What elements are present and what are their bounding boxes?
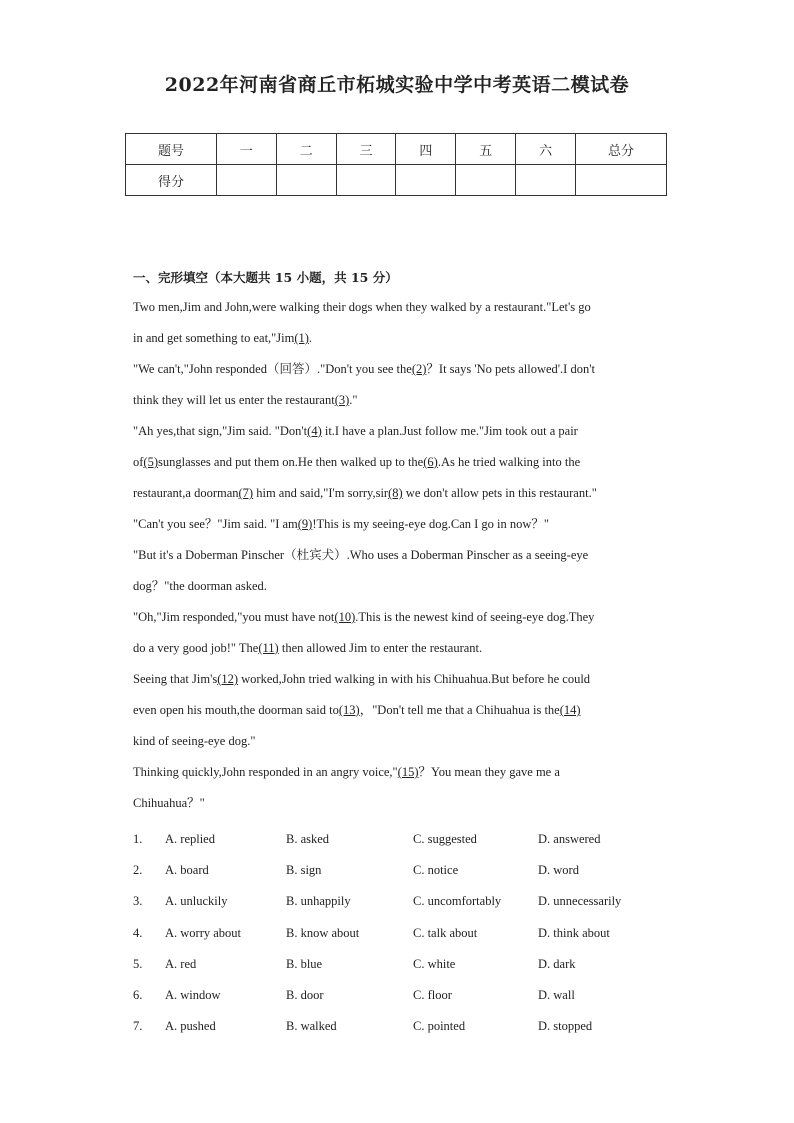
- score-table-header-cell: 三: [336, 134, 396, 165]
- score-table-row-label: 得分: [126, 165, 217, 196]
- passage-line: [133, 483, 663, 514]
- question-row: [133, 985, 693, 1016]
- blank-marker: (13): [338, 703, 360, 717]
- passage-text: ？It says 'No pets allowed'.I don't: [426, 362, 595, 376]
- option-d: D. word: [538, 863, 579, 878]
- score-cell: [217, 165, 277, 196]
- passage-line: [133, 576, 663, 607]
- option-a: A. window: [165, 987, 221, 1002]
- cloze-passage: [133, 297, 663, 824]
- score-cell: [516, 165, 576, 196]
- score-cell: [576, 165, 667, 196]
- passage-line: [133, 545, 663, 576]
- passage-text: do a very good job!" The: [133, 641, 259, 655]
- option-c: C. talk about: [413, 925, 478, 940]
- blank-marker: (15): [397, 765, 419, 779]
- passage-line: [133, 421, 663, 452]
- option-d: D. answered: [538, 832, 601, 846]
- option-a: A. worry about: [165, 925, 242, 940]
- option-a: A. board: [165, 863, 209, 878]
- passage-line: [133, 359, 663, 390]
- score-table-score-row: [126, 165, 667, 196]
- passage-text: it.I have a plan.Just follow me."Jim took out a pair: [321, 424, 578, 438]
- passage-line: [133, 452, 663, 483]
- blank-marker: (3): [334, 393, 350, 407]
- passage-text: in and get something to eat,"Jim: [133, 331, 295, 345]
- passage-line: [133, 328, 663, 359]
- option-d: D. dark: [538, 956, 576, 971]
- passage-text: worked,John tried walking in with his Chihuahua.But before he could: [238, 672, 591, 686]
- blank-marker: (2): [411, 362, 427, 376]
- score-table-header-cell: 总分: [576, 134, 667, 165]
- option-d: D. stopped: [538, 1019, 593, 1034]
- option-c: C. suggested: [413, 832, 477, 846]
- passage-line: [133, 669, 663, 700]
- option-b: B. door: [286, 987, 324, 1002]
- passage-text: "We can't,"John responded（回答）."Don't you see the: [133, 362, 412, 376]
- option-c: C. floor: [413, 987, 452, 1002]
- option-c: C. pointed: [413, 1019, 466, 1034]
- passage-line: [133, 762, 663, 793]
- passage-line: [133, 700, 663, 731]
- blank-marker: (6): [423, 455, 438, 469]
- question-number: 5.: [133, 956, 143, 971]
- passage-text: .: [308, 331, 313, 345]
- passage-text: dog？"the doorman asked.: [133, 579, 267, 593]
- option-d: D. unnecessarily: [538, 894, 622, 909]
- blank-marker: (10): [334, 610, 356, 624]
- question-row: [133, 829, 693, 860]
- passage-text: him and said,"I'm sorry,sir: [253, 486, 389, 500]
- passage-text: ，"Don't tell me that a Chihuahua is the: [359, 703, 560, 717]
- question-number: 2.: [133, 863, 143, 878]
- passage-text: .This is the newest kind of seeing-eye dog.They: [355, 610, 595, 624]
- passage-text: .": [349, 393, 358, 407]
- passage-text: Thinking quickly,John responded in an angry voice,": [133, 765, 398, 779]
- option-d: D. wall: [538, 987, 575, 1002]
- passage-text: sunglasses and put them on.He then walked up to the: [158, 455, 424, 469]
- option-c: C. white: [413, 956, 456, 971]
- option-b: B. sign: [286, 863, 322, 878]
- score-cell: [276, 165, 336, 196]
- option-a: A. replied: [165, 832, 215, 846]
- option-a: A. pushed: [165, 1019, 216, 1034]
- passage-text: !This is my seeing-eye dog.Can I go in now？": [312, 517, 550, 531]
- question-row: [133, 954, 693, 985]
- passage-text: Two men,Jim and John,were walking their dogs when they walked by a restaurant."Let's go: [133, 300, 591, 314]
- blank-marker: (11): [258, 641, 279, 655]
- score-table-header-row: [126, 134, 667, 165]
- question-row: [133, 923, 693, 954]
- question-row: [133, 1016, 693, 1047]
- option-c: C. uncomfortably: [413, 894, 502, 909]
- option-c: C. notice: [413, 863, 459, 878]
- blank-marker: (4): [307, 424, 322, 438]
- passage-text: of: [133, 455, 144, 469]
- score-table-header-cell: 二: [276, 134, 336, 165]
- passage-line: [133, 731, 663, 762]
- passage-text: Chihuahua？": [133, 796, 205, 810]
- passage-line: [133, 297, 663, 328]
- question-number: 6.: [133, 987, 143, 1002]
- question-number: 7.: [133, 1019, 143, 1034]
- passage-text: then allowed Jim to enter the restaurant.: [278, 641, 483, 655]
- score-cell: [336, 165, 396, 196]
- passage-text: restaurant,a doorman: [133, 486, 239, 500]
- score-cell: [456, 165, 516, 196]
- blank-marker: (9): [297, 517, 313, 531]
- passage-text: .As he tried walking into the: [437, 455, 581, 469]
- score-table-header-cell: 题号: [126, 134, 217, 165]
- blank-marker: (8): [388, 486, 403, 500]
- question-number: 4.: [133, 925, 143, 940]
- passage-text: we don't allow pets in this restaurant.": [402, 486, 597, 500]
- blank-marker: (1): [294, 331, 309, 345]
- blank-marker: (7): [238, 486, 254, 500]
- score-table-header-cell: 四: [396, 134, 456, 165]
- question-number: 3.: [133, 894, 143, 909]
- score-table-header-cell: 六: [516, 134, 576, 165]
- blank-marker: (14): [559, 703, 581, 717]
- page-title: 2022年河南省商丘市柘城实验中学中考英语二模试卷: [164, 74, 630, 96]
- passage-text: "Ah yes,that sign,"Jim said. "Don't: [133, 424, 308, 438]
- passage-text: "Can't you see？"Jim said. "I am: [133, 517, 298, 531]
- passage-text: kind of seeing-eye dog.": [133, 734, 256, 748]
- passage-text: "Oh,"Jim responded,"you must have not: [133, 610, 335, 624]
- option-b: B. walked: [286, 1019, 337, 1034]
- passage-text: even open his mouth,the doorman said to: [133, 703, 339, 717]
- passage-line: [133, 390, 663, 421]
- option-b: B. know about: [286, 925, 360, 940]
- question-options-list: [133, 829, 693, 1047]
- section-heading: 一、完形填空（本大题共 15 小题，共 15 分）: [133, 270, 398, 285]
- passage-text: Seeing that Jim's: [133, 672, 218, 686]
- blank-marker: (5): [143, 455, 158, 469]
- score-table-header-cell: 一: [217, 134, 277, 165]
- blank-marker: (12): [217, 672, 239, 686]
- score-table: [125, 133, 667, 196]
- option-d: D. think about: [538, 925, 610, 940]
- passage-text: "But it's a Doberman Pinscher（杜宾犬）.Who uses a Doberman Pinscher as a seeing-eye: [133, 548, 589, 562]
- passage-line: [133, 514, 663, 545]
- score-table-header-cell: 五: [456, 134, 516, 165]
- question-row: [133, 860, 693, 891]
- option-a: A. red: [165, 956, 197, 971]
- score-cell: [396, 165, 456, 196]
- option-b: B. unhappily: [286, 894, 351, 909]
- passage-line: [133, 638, 663, 669]
- option-b: B. blue: [286, 956, 323, 971]
- option-b: B. asked: [286, 832, 330, 846]
- passage-text: ？You mean they gave me a: [418, 765, 560, 779]
- passage-line: [133, 793, 663, 824]
- passage-text: think they will let us enter the restaurant: [133, 393, 335, 407]
- option-a: A. unluckily: [165, 894, 228, 909]
- passage-line: [133, 607, 663, 638]
- question-number: 1.: [133, 832, 143, 846]
- question-row: [133, 891, 693, 922]
